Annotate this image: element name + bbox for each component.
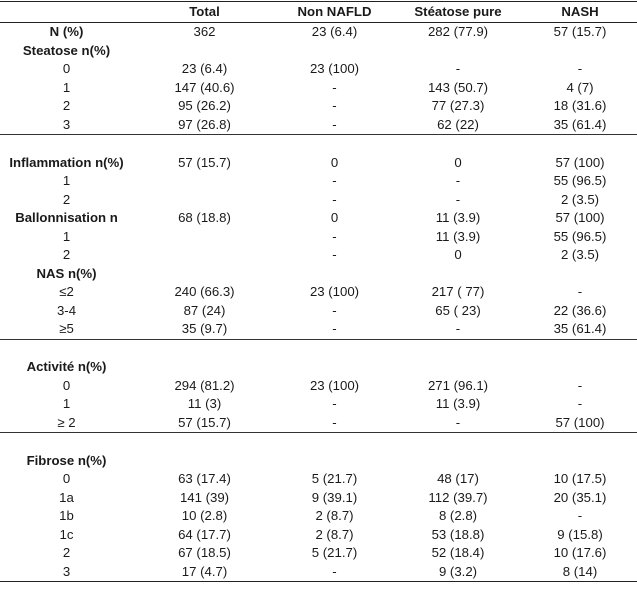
cell-nash: 57 (100) xyxy=(555,154,605,170)
cell-steatose-pure: 0 xyxy=(454,154,462,170)
cell-steatose-pure: 65 ( 23) xyxy=(435,302,481,318)
cell-nash: 55 (96.5) xyxy=(553,228,607,244)
cell-non-nafld: - xyxy=(276,563,393,582)
cell-steatose-pure xyxy=(393,339,523,358)
cell-steatose-pure: 8 (2.8) xyxy=(438,508,478,523)
row-label: 0 xyxy=(62,61,71,76)
row-label: ≥ 2 xyxy=(0,414,133,433)
row-label xyxy=(0,433,133,452)
table-row xyxy=(0,507,637,526)
cell-non-nafld: - xyxy=(332,191,337,207)
cell-total xyxy=(133,265,276,284)
table-row xyxy=(0,563,637,582)
row-label: 3 xyxy=(0,116,133,135)
row-label: NAS n(%) xyxy=(36,265,97,281)
row-label: Ballonnisation n xyxy=(15,210,118,225)
cell-non-nafld xyxy=(276,339,393,358)
cell-total xyxy=(133,135,276,154)
cell-nash: 35 (61.4) xyxy=(523,320,637,339)
table-row xyxy=(0,339,637,358)
cell-total xyxy=(133,339,276,358)
row-label: 1 xyxy=(62,79,71,95)
cell-steatose-pure xyxy=(393,452,523,471)
cell-non-nafld xyxy=(276,265,393,284)
row-label: 3 xyxy=(0,563,133,582)
cell-nash: - xyxy=(577,396,583,411)
cell-nash: 57 (100) xyxy=(555,210,605,225)
cell-steatose-pure: - xyxy=(455,173,461,188)
cell-non-nafld: - xyxy=(332,79,337,95)
cell-nash: 10 (17.6) xyxy=(553,545,607,560)
cell-non-nafld: 5 (21.7) xyxy=(311,545,358,560)
table-row xyxy=(0,42,637,61)
cell-total: 35 (9.7) xyxy=(133,320,276,339)
cell-non-nafld: 23 (100) xyxy=(309,377,360,393)
table-row xyxy=(0,79,637,98)
cell-non-nafld: 0 xyxy=(330,210,339,225)
table-row xyxy=(0,60,637,79)
header-cell-non-nafld: Non NAFLD xyxy=(276,2,393,23)
cell-total: 240 (66.3) xyxy=(174,284,235,299)
cell-steatose-pure: 271 (96.1) xyxy=(427,377,489,393)
cell-non-nafld: - xyxy=(332,98,337,113)
cell-non-nafld: 2 (8.7) xyxy=(315,526,354,542)
header-cell-steatose-pure: Stéatose pure xyxy=(393,2,523,23)
row-label: 2 xyxy=(62,191,71,207)
cell-non-nafld: 23 (6.4) xyxy=(311,24,358,39)
header-cell-nash: NASH xyxy=(523,2,637,23)
cell-nash: - xyxy=(577,377,583,393)
row-label: 3-4 xyxy=(56,302,77,318)
cell-steatose-pure: 53 (18.8) xyxy=(431,526,485,542)
cell-total: 57 (15.7) xyxy=(178,154,231,170)
cell-non-nafld xyxy=(276,452,393,471)
cell-non-nafld xyxy=(276,433,393,452)
table-row xyxy=(0,526,637,545)
cell-total xyxy=(133,358,276,377)
cell-total xyxy=(133,452,276,471)
cell-total: 11 (3) xyxy=(187,396,222,411)
cell-total xyxy=(133,246,276,265)
cell-non-nafld: - xyxy=(332,302,337,318)
cell-steatose-pure: - xyxy=(393,320,523,339)
cell-total: 10 (2.8) xyxy=(181,508,228,523)
row-label: 1 xyxy=(62,396,71,411)
table-row xyxy=(0,97,637,116)
cell-nash: 2 (3.5) xyxy=(560,247,600,262)
cell-nash: 55 (96.5) xyxy=(553,173,607,188)
cell-steatose-pure: 11 (3.9) xyxy=(435,228,481,244)
cell-total: 63 (17.4) xyxy=(178,471,231,486)
cell-nash: 22 (36.6) xyxy=(553,302,607,318)
cell-total: 17 (4.7) xyxy=(133,563,276,582)
table-row xyxy=(0,23,637,42)
cell-non-nafld: - xyxy=(332,247,337,262)
cell-total xyxy=(133,433,276,452)
cell-total: 57 (15.7) xyxy=(133,414,276,433)
row-label: ≥5 xyxy=(0,320,133,339)
cell-steatose-pure: 282 (77.9) xyxy=(427,24,489,39)
cell-non-nafld: - xyxy=(332,173,337,188)
row-label: ≤2 xyxy=(59,284,74,299)
cell-nash xyxy=(523,358,637,377)
cell-steatose-pure: 11 (3.9) xyxy=(435,396,481,411)
header-cell-label xyxy=(0,2,133,23)
row-label: Activité n(%) xyxy=(26,359,107,374)
cell-non-nafld: - xyxy=(332,228,337,244)
cell-nash: 2 (3.5) xyxy=(560,191,600,207)
cell-total: 294 (81.2) xyxy=(174,377,235,393)
table-row xyxy=(0,228,637,247)
row-label: 1 xyxy=(62,228,71,244)
cell-non-nafld: 5 (21.7) xyxy=(311,471,358,486)
cell-nash: 57 (15.7) xyxy=(553,24,607,39)
cell-nash: 4 (7) xyxy=(566,79,594,95)
table-row xyxy=(0,191,637,210)
cell-steatose-pure: 112 (39.7) xyxy=(428,489,488,505)
table-row xyxy=(0,489,637,508)
table-row xyxy=(0,135,637,154)
cell-total xyxy=(133,42,276,61)
cell-total: 97 (26.8) xyxy=(133,116,276,135)
header-row xyxy=(0,2,637,23)
table-row xyxy=(0,172,637,191)
cell-steatose-pure: - xyxy=(455,61,461,76)
cell-steatose-pure: 9 (3.2) xyxy=(393,563,523,582)
cell-steatose-pure xyxy=(393,42,523,61)
cell-nash xyxy=(523,452,637,471)
cell-nash: - xyxy=(577,284,583,299)
cell-total: 87 (24) xyxy=(183,302,226,318)
table-row xyxy=(0,452,637,471)
cell-non-nafld: 0 xyxy=(330,154,339,170)
cell-total: 67 (18.5) xyxy=(178,545,231,560)
row-label: Inflammation n(%) xyxy=(9,154,124,170)
cell-nash: 18 (31.6) xyxy=(553,98,607,113)
cell-steatose-pure xyxy=(393,358,523,377)
table-row xyxy=(0,470,637,489)
table-row xyxy=(0,209,637,228)
row-label: 2 xyxy=(62,98,71,113)
cell-non-nafld: - xyxy=(276,320,393,339)
cell-steatose-pure xyxy=(393,433,523,452)
row-label xyxy=(0,135,133,154)
cell-nash xyxy=(523,135,637,154)
row-label: 1c xyxy=(59,526,74,542)
table-row xyxy=(0,358,637,377)
row-label: 1b xyxy=(59,508,74,523)
cell-steatose-pure: - xyxy=(393,414,523,433)
cell-non-nafld xyxy=(276,42,393,61)
cell-total xyxy=(133,191,276,210)
cell-nash: - xyxy=(577,508,583,523)
data-table xyxy=(0,1,637,582)
cell-nash: 57 (100) xyxy=(523,414,637,433)
cell-non-nafld: 2 (8.7) xyxy=(315,508,354,523)
cell-steatose-pure: 0 xyxy=(454,247,462,262)
table-row xyxy=(0,377,637,396)
cell-steatose-pure: 217 ( 77) xyxy=(431,284,485,299)
cell-steatose-pure xyxy=(393,135,523,154)
cell-non-nafld: 23 (100) xyxy=(309,284,360,299)
cell-nash: 10 (17.5) xyxy=(553,471,607,486)
row-label: 0 xyxy=(62,377,71,393)
cell-non-nafld: - xyxy=(276,414,393,433)
row-label: 1 xyxy=(62,173,71,188)
cell-total: 147 (40.6) xyxy=(174,79,235,95)
cell-total: 23 (6.4) xyxy=(181,61,228,76)
cell-steatose-pure: 62 (22) xyxy=(393,116,523,135)
table-row xyxy=(0,246,637,265)
table-row xyxy=(0,395,637,414)
cell-steatose-pure: - xyxy=(455,191,461,207)
cell-total: 95 (26.2) xyxy=(178,98,231,113)
table-row xyxy=(0,283,637,302)
row-label: 1a xyxy=(59,489,74,505)
cell-non-nafld: - xyxy=(332,396,337,411)
cell-nash xyxy=(523,433,637,452)
row-label: 2 xyxy=(62,247,71,262)
cell-total: 362 xyxy=(193,24,216,39)
table-row xyxy=(0,154,637,173)
row-label: 0 xyxy=(62,471,71,486)
row-label: N (%) xyxy=(49,24,84,39)
table-row xyxy=(0,414,637,433)
cell-nash xyxy=(523,339,637,358)
row-label: Fibrose n(%) xyxy=(26,452,107,468)
cell-nash xyxy=(523,42,637,61)
cell-nash: 20 (35.1) xyxy=(553,489,607,505)
row-label: 2 xyxy=(62,545,71,560)
cell-steatose-pure: 52 (18.4) xyxy=(431,545,485,560)
cell-total: 141 (39) xyxy=(179,489,230,505)
cell-steatose-pure: 48 (17) xyxy=(437,471,479,486)
cell-nash: - xyxy=(577,61,583,76)
cell-total xyxy=(133,228,276,247)
cell-non-nafld xyxy=(276,358,393,377)
cell-steatose-pure: 143 (50.7) xyxy=(427,79,489,95)
cell-steatose-pure xyxy=(393,265,523,284)
table-row xyxy=(0,265,637,284)
cell-total: 64 (17.7) xyxy=(178,526,231,542)
cell-nash: 9 (15.8) xyxy=(557,526,603,542)
cell-nash xyxy=(523,265,637,284)
header-cell-total: Total xyxy=(133,2,276,23)
cell-steatose-pure: 77 (27.3) xyxy=(431,98,485,113)
cell-total: 68 (18.8) xyxy=(178,210,231,225)
table-row xyxy=(0,433,637,452)
table-row xyxy=(0,302,637,321)
cell-non-nafld: 9 (39.1) xyxy=(311,489,358,505)
table-body xyxy=(0,23,637,582)
table-row xyxy=(0,320,637,339)
cell-total xyxy=(133,172,276,191)
row-label: Steatose n(%) xyxy=(22,42,111,58)
table-row xyxy=(0,116,637,135)
table-row xyxy=(0,544,637,563)
cell-non-nafld xyxy=(276,135,393,154)
row-label xyxy=(0,339,133,358)
cell-steatose-pure: 11 (3.9) xyxy=(435,210,481,225)
cell-non-nafld: - xyxy=(276,116,393,135)
cell-nash: 35 (61.4) xyxy=(523,116,637,135)
cell-non-nafld: 23 (100) xyxy=(309,61,360,76)
cell-nash: 8 (14) xyxy=(523,563,637,582)
